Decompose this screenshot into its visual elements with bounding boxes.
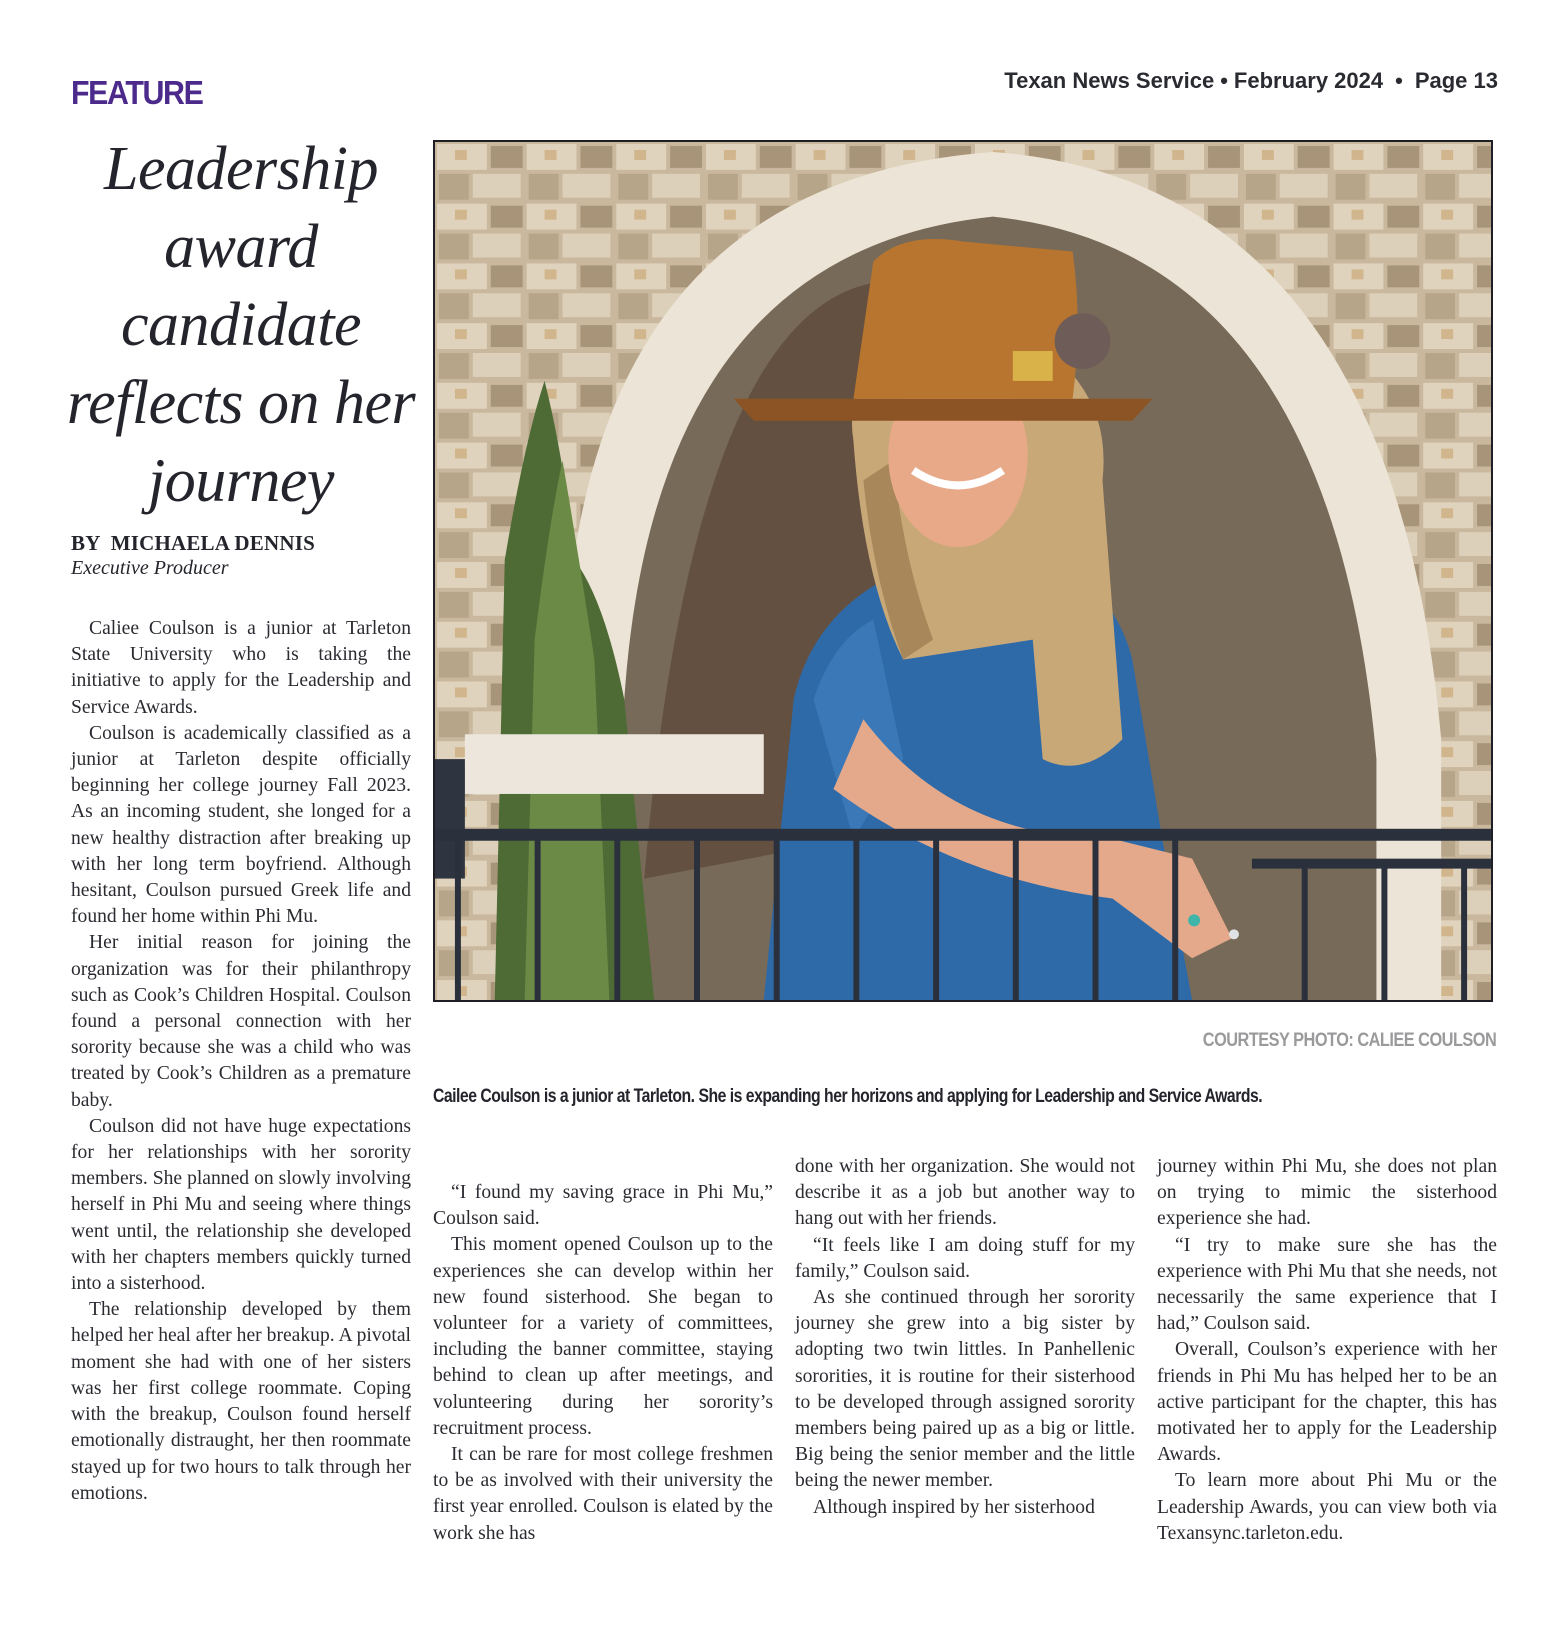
photo-credit: COURTESY PHOTO: CALIEE COULSON <box>1202 1030 1496 1051</box>
paragraph: “I try to make sure she has the experience with Phi Mu that she needs, not necessarily the same experience that I had,” Coulson said. <box>1157 1234 1497 1335</box>
paragraph: This moment opened Coulson up to the experiences she can develop within her new found sisterhood. She began to volunteer for a variety of committees, including the banner committee, staying behind to clean up after meetings, and volunteering during her sorority’s recruitment process. <box>433 1234 773 1439</box>
issue-date: February 2024 <box>1233 68 1384 93</box>
paragraph: done with her organization. She would not describe it as a job but another way to hang out with her friends. <box>795 1156 1135 1230</box>
article-column-4 <box>1157 1154 1497 1547</box>
paragraph: Her initial reason for joining the organization was for their philanthropy such as Cook’s Children Hospital. Coulson found a personal connection with her sorority because she was a child who was treated by Cook’s Children as a premature baby. <box>71 932 411 1111</box>
paragraph: Coulson is academically classified as a junior at Tarleton despite officially beginning her college journey Fall 2023. As an incoming student, she longed for a new healthy distraction after breaking up with her long term boyfriend. Although hesitant, Coulson pursued Greek life and found her home within Phi Mu. <box>71 722 411 928</box>
article-column-2 <box>433 1180 773 1547</box>
paragraph: “It feels like I am doing stuff for my family,” Coulson said. <box>795 1234 1135 1282</box>
author-title: Executive Producer <box>71 557 229 579</box>
paragraph: Although inspired by her sisterhood <box>813 1496 1095 1518</box>
folio-separator: • <box>1220 68 1228 93</box>
paragraph: Overall, Coulson’s experience with her friends in Phi Mu has helped her to be an active participant for the chapter, this has motivated her to apply for the Leadership Awards. <box>1157 1339 1497 1466</box>
paragraph: As she continued through her sorority journey she grew into a big sister by adopting two twin littles. In Panhellenic sororities, it is routine for their sisterhood to be developed through assigned sorority members being paired up as a big or little. Big being the senior member and the little being the newer member. <box>795 1287 1135 1492</box>
photo-caption: Cailee Coulson is a junior at Tarleton. She is expanding her horizons and applying for Leadership and Service Awards. <box>433 1086 1263 1107</box>
paragraph: Caliee Coulson is a junior at Tarleton State University who is taking the initiative to apply for the Leadership and Service Awards. <box>71 618 411 718</box>
folio <box>1004 68 1498 94</box>
author-name: BY MICHAELA DENNIS <box>71 531 315 555</box>
paragraph: It can be rare for most college freshmen to be as involved with their university the first year enrolled. Coulson is elated by the work she has <box>433 1444 773 1544</box>
article-column-1 <box>71 616 411 1507</box>
page-number: Page 13 <box>1414 68 1498 93</box>
headline: Leadership award candidate reflects on her journey <box>66 135 416 515</box>
publication-name: Texan News Service <box>1004 68 1215 93</box>
feature-photo <box>433 140 1493 1002</box>
photo-illustration <box>435 142 1491 1000</box>
paragraph: Coulson did not have huge expectations for her relationships with her sorority members. She planned on slowly involving herself in Phi Mu and seeing where things went until, the relationship she developed with her chapters members quickly turned into a sisterhood. <box>71 1115 411 1295</box>
byline <box>71 531 421 580</box>
section-label: FEATURE <box>71 74 203 111</box>
paragraph: To learn more about Phi Mu or the Leadership Awards, you can view both via Texansync.tarleton.edu. <box>1157 1470 1497 1544</box>
paragraph: journey within Phi Mu, she does not plan on trying to mimic the sisterhood experience she had. <box>1157 1156 1497 1230</box>
folio-separator: • <box>1395 68 1403 93</box>
paragraph: The relationship developed by them helped her heal after her breakup. A pivotal moment she had with one of her sisters was her first college roommate. Coping with the breakup, Coulson found herself emotionally distraught, her then roommate stayed up for two hours to talk through her emotions. <box>71 1299 411 1504</box>
article-column-3 <box>795 1154 1135 1521</box>
paragraph: “I found my saving grace in Phi Mu,” Coulson said. <box>433 1182 773 1230</box>
